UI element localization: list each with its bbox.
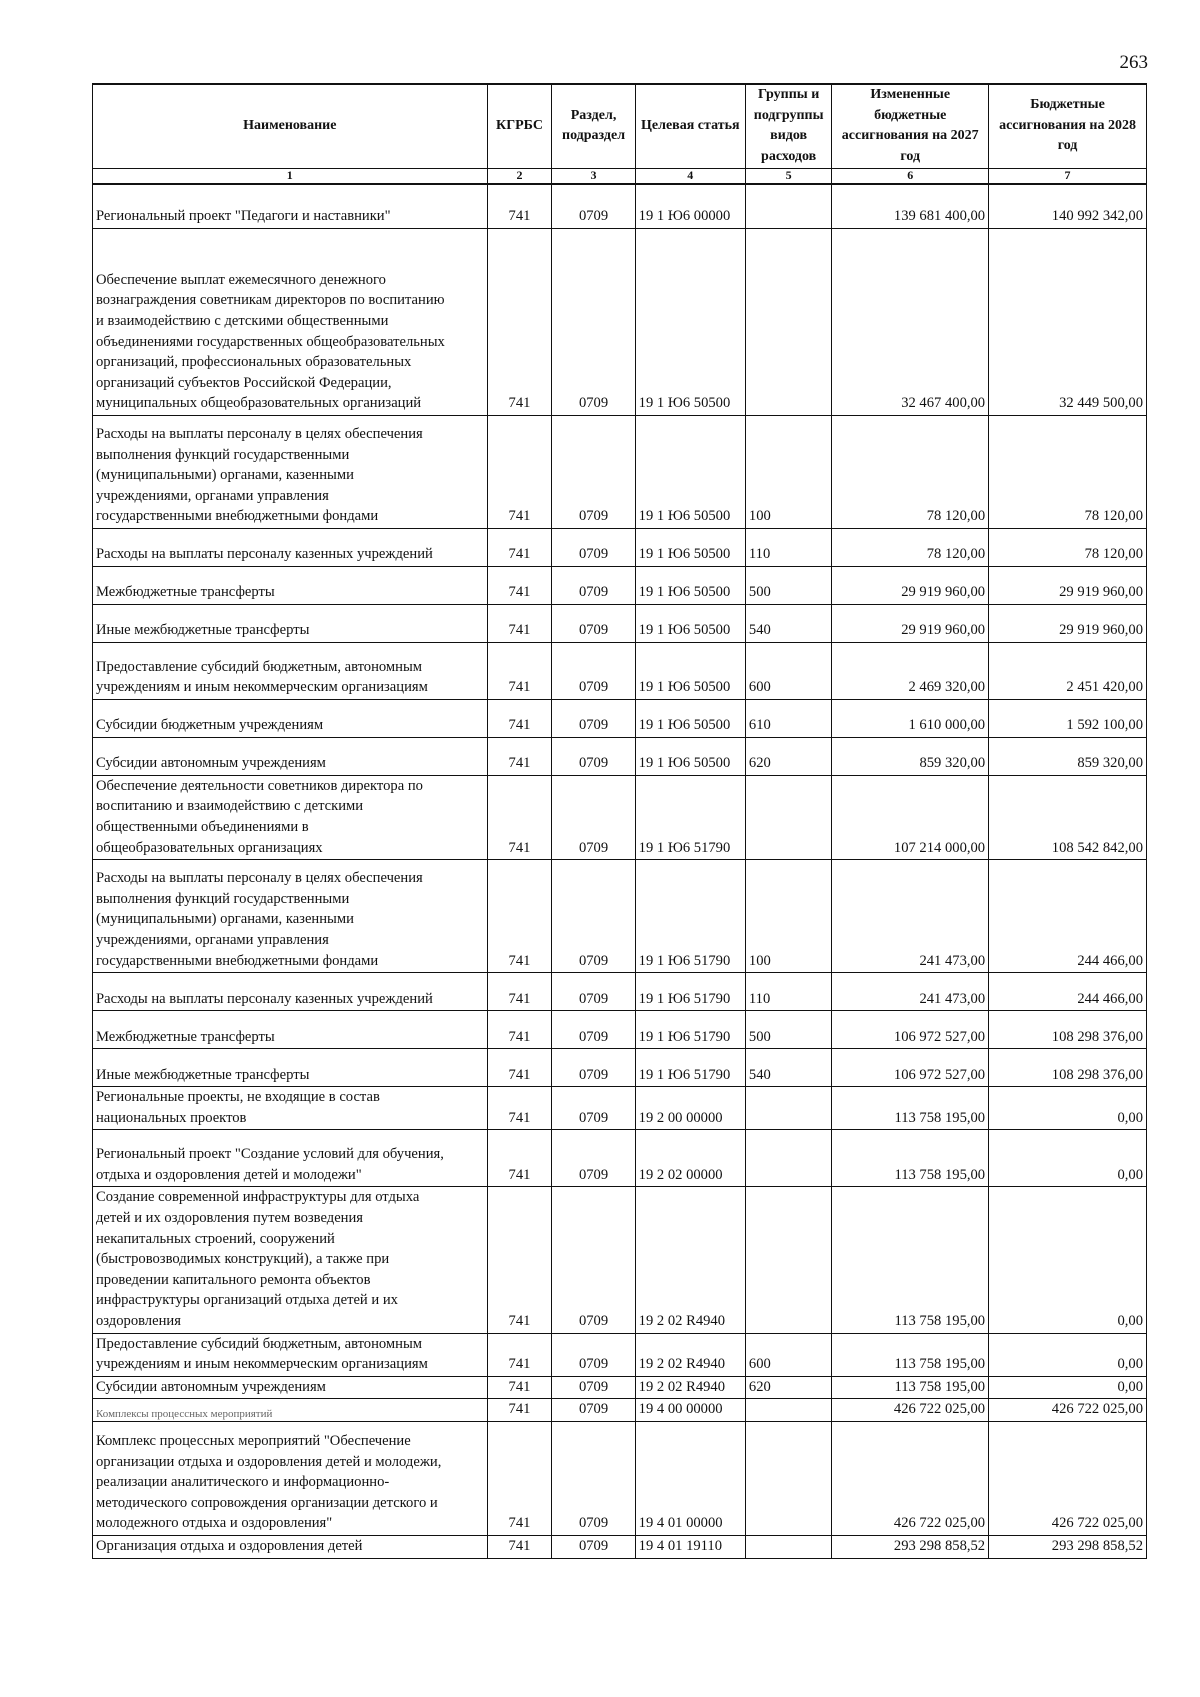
row-razdel: 0709 — [552, 1130, 635, 1187]
row-sum-2028: 859 320,00 — [989, 737, 1147, 775]
row-name: Межбюджетные трансферты — [93, 566, 488, 604]
table-row — [93, 1011, 1147, 1049]
row-name: Расходы на выплаты персоналу в целях обеспечения выполнения функций государственными (муниципальными) органами, казенными учреждениями, органами управления государственными внебюджетными фондами — [93, 860, 488, 973]
row-kgrbs: 741 — [487, 1535, 552, 1558]
table-row — [93, 228, 1147, 415]
row-statya: 19 2 02 R4940 — [635, 1376, 745, 1399]
row-sum-2028: 0,00 — [989, 1130, 1147, 1187]
row-vid: 600 — [745, 642, 831, 699]
row-sum-2027: 78 120,00 — [832, 528, 989, 566]
table-row — [93, 973, 1147, 1011]
table-row — [93, 860, 1147, 973]
row-kgrbs: 741 — [487, 1399, 552, 1422]
row-vid: 610 — [745, 699, 831, 737]
table-row — [93, 566, 1147, 604]
row-sum-2028: 0,00 — [989, 1376, 1147, 1399]
row-kgrbs: 741 — [487, 1049, 552, 1087]
row-kgrbs: 741 — [487, 860, 552, 973]
table-row — [93, 604, 1147, 642]
row-kgrbs: 741 — [487, 1421, 552, 1535]
row-statya: 19 1 Ю6 51790 — [635, 775, 745, 859]
row-sum-2027: 107 214 000,00 — [832, 775, 989, 859]
row-sum-2028: 293 298 858,52 — [989, 1535, 1147, 1558]
row-vid: 620 — [745, 1376, 831, 1399]
row-razdel: 0709 — [552, 1399, 635, 1422]
row-vid — [745, 184, 831, 228]
row-statya: 19 1 Ю6 51790 — [635, 860, 745, 973]
column-number: 5 — [745, 169, 831, 185]
row-vid: 540 — [745, 1049, 831, 1087]
row-name: Региональные проекты, не входящие в состав национальных проектов — [93, 1087, 488, 1130]
row-sum-2028: 108 542 842,00 — [989, 775, 1147, 859]
row-kgrbs: 741 — [487, 604, 552, 642]
table-row — [93, 642, 1147, 699]
header-razdel: Раздел, подраздел — [552, 84, 635, 169]
row-razdel: 0709 — [552, 1187, 635, 1333]
row-razdel: 0709 — [552, 566, 635, 604]
row-name: Иные межбюджетные трансферты — [93, 604, 488, 642]
row-vid — [745, 1421, 831, 1535]
header-sum-2027: Измененные бюджетные ассигнования на 2027 год — [832, 84, 989, 169]
table-row — [93, 1087, 1147, 1130]
row-vid: 100 — [745, 860, 831, 973]
row-statya: 19 1 Ю6 50500 — [635, 642, 745, 699]
table-row — [93, 699, 1147, 737]
row-sum-2028: 78 120,00 — [989, 528, 1147, 566]
header-name: Наименование — [93, 84, 488, 169]
row-statya: 19 4 01 00000 — [635, 1421, 745, 1535]
row-name: Обеспечение деятельности советников директора по воспитанию и взаимодействию с детскими общественными объединениями в общеобразовательных организациях — [93, 775, 488, 859]
row-vid: 500 — [745, 1011, 831, 1049]
row-statya: 19 4 00 00000 — [635, 1399, 745, 1422]
row-sum-2027: 29 919 960,00 — [832, 604, 989, 642]
row-name: Организация отдыха и оздоровления детей — [93, 1535, 488, 1558]
column-number: 2 — [487, 169, 552, 185]
table-row — [93, 1535, 1147, 1558]
row-name: Комплексы процессных мероприятий — [93, 1399, 488, 1422]
row-vid: 100 — [745, 415, 831, 528]
row-kgrbs: 741 — [487, 228, 552, 415]
row-statya: 19 1 Ю6 50500 — [635, 566, 745, 604]
row-vid — [745, 1535, 831, 1558]
row-razdel: 0709 — [552, 228, 635, 415]
row-sum-2027: 426 722 025,00 — [832, 1421, 989, 1535]
table-body — [93, 184, 1147, 1558]
row-sum-2027: 859 320,00 — [832, 737, 989, 775]
row-sum-2028: 0,00 — [989, 1333, 1147, 1376]
row-statya: 19 1 Ю6 51790 — [635, 973, 745, 1011]
row-vid — [745, 775, 831, 859]
row-name: Создание современной инфраструктуры для отдыха детей и их оздоровления путем возведения некапитальных строений, сооружений (быстровозводимых конструкций), а также при проведении капитального ремонта объектов инфраструктуры организаций отдыха детей и их оздоровления — [93, 1187, 488, 1333]
table-header-row — [93, 84, 1147, 169]
row-sum-2028: 32 449 500,00 — [989, 228, 1147, 415]
row-sum-2028: 0,00 — [989, 1087, 1147, 1130]
row-statya: 19 2 00 00000 — [635, 1087, 745, 1130]
row-kgrbs: 741 — [487, 1187, 552, 1333]
row-sum-2027: 293 298 858,52 — [832, 1535, 989, 1558]
row-kgrbs: 741 — [487, 1011, 552, 1049]
header-sum-2028: Бюджетные ассигнования на 2028 год — [989, 84, 1147, 169]
header-vid: Группы и подгруппы видов расходов — [745, 84, 831, 169]
row-sum-2027: 106 972 527,00 — [832, 1011, 989, 1049]
row-razdel: 0709 — [552, 775, 635, 859]
row-razdel: 0709 — [552, 699, 635, 737]
row-kgrbs: 741 — [487, 566, 552, 604]
row-kgrbs: 741 — [487, 642, 552, 699]
header-kgrbs: КГРБС — [487, 84, 552, 169]
row-sum-2027: 78 120,00 — [832, 415, 989, 528]
row-razdel: 0709 — [552, 1087, 635, 1130]
row-kgrbs: 741 — [487, 1087, 552, 1130]
row-sum-2028: 1 592 100,00 — [989, 699, 1147, 737]
row-statya: 19 1 Ю6 50500 — [635, 528, 745, 566]
row-vid: 540 — [745, 604, 831, 642]
row-name: Обеспечение выплат ежемесячного денежного вознаграждения советникам директоров по воспитанию и взаимодействию с детскими общественными объединениями государственных общеобразовательных организаций, профессиональных образовательных организаций субъектов Российской Федерации, муниципальных общеобразовательных организаций — [93, 228, 488, 415]
row-name: Расходы на выплаты персоналу казенных учреждений — [93, 528, 488, 566]
row-statya: 19 1 Ю6 51790 — [635, 1011, 745, 1049]
row-razdel: 0709 — [552, 860, 635, 973]
row-sum-2027: 113 758 195,00 — [832, 1087, 989, 1130]
row-statya: 19 1 Ю6 50500 — [635, 604, 745, 642]
row-sum-2027: 426 722 025,00 — [832, 1399, 989, 1422]
row-name: Расходы на выплаты персоналу в целях обеспечения выполнения функций государственными (муниципальными) органами, казенными учреждениями, органами управления государственными внебюджетными фондами — [93, 415, 488, 528]
column-number: 4 — [635, 169, 745, 185]
row-kgrbs: 741 — [487, 184, 552, 228]
row-vid: 110 — [745, 528, 831, 566]
row-statya: 19 1 Ю6 00000 — [635, 184, 745, 228]
row-name: Субсидии автономным учреждениям — [93, 737, 488, 775]
row-name: Региональный проект "Педагоги и наставники" — [93, 184, 488, 228]
row-kgrbs: 741 — [487, 737, 552, 775]
row-sum-2028: 2 451 420,00 — [989, 642, 1147, 699]
row-vid: 620 — [745, 737, 831, 775]
row-statya: 19 2 02 R4940 — [635, 1333, 745, 1376]
row-razdel: 0709 — [552, 642, 635, 699]
row-kgrbs: 741 — [487, 1376, 552, 1399]
row-sum-2028: 29 919 960,00 — [989, 566, 1147, 604]
column-number-row — [93, 169, 1147, 185]
row-sum-2027: 113 758 195,00 — [832, 1130, 989, 1187]
row-name: Иные межбюджетные трансферты — [93, 1049, 488, 1087]
row-sum-2028: 426 722 025,00 — [989, 1421, 1147, 1535]
row-sum-2027: 113 758 195,00 — [832, 1187, 989, 1333]
row-kgrbs: 741 — [487, 1130, 552, 1187]
row-statya: 19 1 Ю6 50500 — [635, 415, 745, 528]
row-sum-2028: 244 466,00 — [989, 860, 1147, 973]
row-name: Субсидии автономным учреждениям — [93, 1376, 488, 1399]
row-vid: 600 — [745, 1333, 831, 1376]
row-sum-2027: 2 469 320,00 — [832, 642, 989, 699]
budget-table — [92, 83, 1147, 1559]
row-kgrbs: 741 — [487, 415, 552, 528]
row-name: Региональный проект "Создание условий для обучения, отдыха и оздоровления детей и молодежи" — [93, 1130, 488, 1187]
row-razdel: 0709 — [552, 1333, 635, 1376]
row-statya: 19 1 Ю6 50500 — [635, 699, 745, 737]
row-razdel: 0709 — [552, 1535, 635, 1558]
row-razdel: 0709 — [552, 1421, 635, 1535]
row-sum-2027: 113 758 195,00 — [832, 1376, 989, 1399]
row-vid — [745, 1130, 831, 1187]
table-row — [93, 1421, 1147, 1535]
row-name: Расходы на выплаты персоналу казенных учреждений — [93, 973, 488, 1011]
row-sum-2027: 106 972 527,00 — [832, 1049, 989, 1087]
row-kgrbs: 741 — [487, 699, 552, 737]
table-row — [93, 737, 1147, 775]
row-razdel: 0709 — [552, 973, 635, 1011]
row-sum-2027: 241 473,00 — [832, 860, 989, 973]
row-vid — [745, 228, 831, 415]
table-row — [93, 1130, 1147, 1187]
column-number: 6 — [832, 169, 989, 185]
row-sum-2027: 29 919 960,00 — [832, 566, 989, 604]
row-sum-2027: 241 473,00 — [832, 973, 989, 1011]
row-sum-2028: 140 992 342,00 — [989, 184, 1147, 228]
table-row — [93, 1333, 1147, 1376]
row-razdel: 0709 — [552, 1049, 635, 1087]
row-sum-2027: 1 610 000,00 — [832, 699, 989, 737]
row-sum-2028: 108 298 376,00 — [989, 1011, 1147, 1049]
row-sum-2028: 78 120,00 — [989, 415, 1147, 528]
table-row — [93, 1376, 1147, 1399]
row-name: Межбюджетные трансферты — [93, 1011, 488, 1049]
table-row — [93, 1049, 1147, 1087]
row-name: Субсидии бюджетным учреждениям — [93, 699, 488, 737]
row-statya: 19 4 01 19110 — [635, 1535, 745, 1558]
row-razdel: 0709 — [552, 184, 635, 228]
row-sum-2027: 32 467 400,00 — [832, 228, 989, 415]
row-vid: 110 — [745, 973, 831, 1011]
row-name: Предоставление субсидий бюджетным, автономным учреждениям и иным некоммерческим организациям — [93, 1333, 488, 1376]
column-number: 1 — [93, 169, 488, 185]
row-sum-2028: 108 298 376,00 — [989, 1049, 1147, 1087]
row-razdel: 0709 — [552, 1376, 635, 1399]
row-sum-2028: 426 722 025,00 — [989, 1399, 1147, 1422]
row-name: Комплекс процессных мероприятий "Обеспечение организации отдыха и оздоровления детей и молодежи, реализации аналитического и информационно- методического сопровождения организации детского и молодежного отдыха и оздоровления" — [93, 1421, 488, 1535]
row-statya: 19 2 02 00000 — [635, 1130, 745, 1187]
row-vid — [745, 1187, 831, 1333]
column-number: 3 — [552, 169, 635, 185]
row-statya: 19 1 Ю6 50500 — [635, 737, 745, 775]
row-sum-2027: 139 681 400,00 — [832, 184, 989, 228]
row-vid: 500 — [745, 566, 831, 604]
table-row — [93, 415, 1147, 528]
row-kgrbs: 741 — [487, 528, 552, 566]
table-row — [93, 184, 1147, 228]
row-sum-2028: 0,00 — [989, 1187, 1147, 1333]
row-statya: 19 2 02 R4940 — [635, 1187, 745, 1333]
row-razdel: 0709 — [552, 528, 635, 566]
header-statya: Целевая статья — [635, 84, 745, 169]
page-number: 263 — [1119, 52, 1148, 73]
row-razdel: 0709 — [552, 1011, 635, 1049]
row-vid — [745, 1399, 831, 1422]
row-statya: 19 1 Ю6 50500 — [635, 228, 745, 415]
row-sum-2028: 29 919 960,00 — [989, 604, 1147, 642]
row-kgrbs: 741 — [487, 775, 552, 859]
table-row — [93, 775, 1147, 859]
row-razdel: 0709 — [552, 737, 635, 775]
row-sum-2027: 113 758 195,00 — [832, 1333, 989, 1376]
table-row — [93, 1187, 1147, 1333]
row-vid — [745, 1087, 831, 1130]
row-name: Предоставление субсидий бюджетным, автономным учреждениям и иным некоммерческим организациям — [93, 642, 488, 699]
column-number: 7 — [989, 169, 1147, 185]
table-row — [93, 1399, 1147, 1422]
row-kgrbs: 741 — [487, 973, 552, 1011]
row-sum-2028: 244 466,00 — [989, 973, 1147, 1011]
row-kgrbs: 741 — [487, 1333, 552, 1376]
row-statya: 19 1 Ю6 51790 — [635, 1049, 745, 1087]
table-row — [93, 528, 1147, 566]
row-razdel: 0709 — [552, 415, 635, 528]
row-razdel: 0709 — [552, 604, 635, 642]
